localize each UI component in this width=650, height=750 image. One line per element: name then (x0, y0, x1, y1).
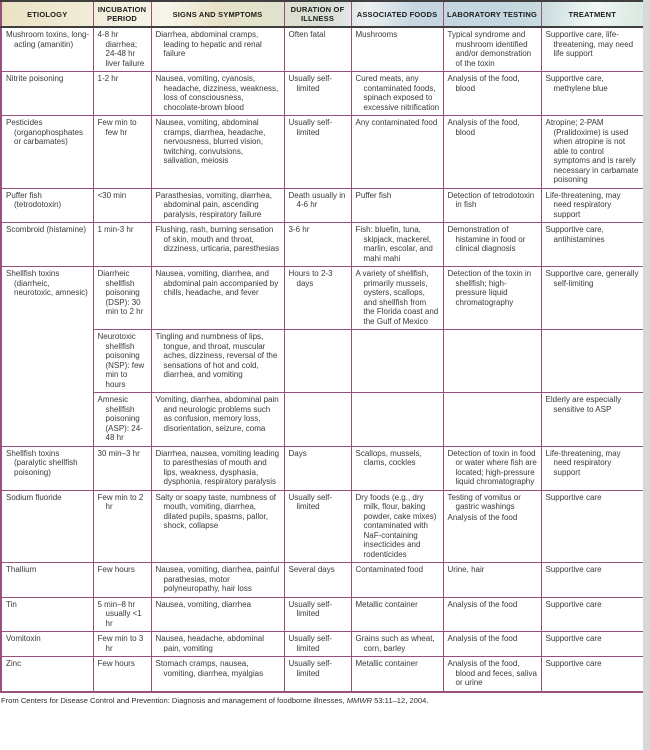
table-row (1, 188, 644, 223)
table-cell: Thallium (1, 563, 93, 598)
table-cell: Nitrite poisoning (1, 72, 93, 116)
header-row (1, 1, 644, 27)
footnote-journal: MMWR (346, 695, 373, 705)
table-cell: Supportive care (541, 632, 644, 657)
table-cell: Scallops, mussels, clams, cockles (351, 446, 443, 490)
table-cell: Detection of tetrodotoxin in fish (443, 188, 541, 223)
table-cell (443, 393, 541, 447)
table-cell: 30 min–3 hr (93, 446, 151, 490)
table-cell: Flushing, rash, burning sensation of skin, mouth and throat, dizziness, urticaria, paresthesias (151, 223, 284, 267)
table-cell: Few min to few hr (93, 116, 151, 189)
table-row (1, 446, 644, 490)
table-cell: Pesticides (organophosphates or carbamates) (1, 116, 93, 189)
table-cell: Few min to 3 hr (93, 632, 151, 657)
table-row (1, 267, 644, 330)
table-cell: 4-8 hr diarrhea; 24-48 hr liver failure (93, 27, 151, 72)
table-cell: Usually self-limited (284, 632, 351, 657)
table-cell: Parasthesias, vomiting, diarrhea, abdominal pain, ascending paralysis, respiratory failure (151, 188, 284, 223)
column-header-2: SIGNS AND SYMPTOMS (151, 1, 284, 27)
table-cell: Shellfish toxins (paralytic shellfish poisoning) (1, 446, 93, 490)
table-cell: Days (284, 446, 351, 490)
table-cell: Detection of toxin in food or water where fish are located; high-pressure liquid chromatography (443, 446, 541, 490)
table-cell: Any contaminated food (351, 116, 443, 189)
table-cell: Analysis of the food, blood (443, 116, 541, 189)
table-cell: Mushrooms (351, 27, 443, 72)
footnote-suffix: 53:11–12, 2004. (372, 695, 429, 705)
column-header-0: ETIOLOGY (1, 1, 93, 27)
column-header-3: DURATION OF ILLNESS (284, 1, 351, 27)
table-cell: Few min to 2 hr (93, 490, 151, 563)
table-cell: 5 min–8 hr usually <1 hr (93, 597, 151, 632)
table-cell: Fish: bluefin, tuna, skipjack, mackerel, marlin, escolar, and mahi mahi (351, 223, 443, 267)
table-cell (351, 393, 443, 447)
table-cell: Nausea, vomiting, diarrhea, and abdominal pain accompanied by chills, headache, and fever (151, 267, 284, 330)
table-cell: Diarrhea, abdominal cramps, leading to hepatic and renal failure (151, 27, 284, 72)
table-cell: Life-threatening, may need respiratory support (541, 446, 644, 490)
table-cell: Elderly are especially sensitive to ASP (541, 393, 644, 447)
table-cell: Supportive care, methylene blue (541, 72, 644, 116)
table-cell: Death usually in 4-6 hr (284, 188, 351, 223)
table-cell: Nausea, headache, abdominal pain, vomiting (151, 632, 284, 657)
table-cell: Usually self-limited (284, 490, 351, 563)
table-cell: Stomach cramps, nausea, vomiting, diarrhea, myalgias (151, 657, 284, 692)
table-cell: Usually self-limited (284, 657, 351, 692)
table-cell: Usually self-limited (284, 597, 351, 632)
table-row (1, 657, 644, 692)
table-row (1, 563, 644, 598)
table-cell: Metallic container (351, 657, 443, 692)
table-cell (541, 330, 644, 393)
table-cell: Salty or soapy taste, numbness of mouth, vomiting, diarrhea, dilated pupils, spasms, pallor, shock, collapse (151, 490, 284, 563)
table-cell: Often fatal (284, 27, 351, 72)
table-cell: Supportive care (541, 563, 644, 598)
column-header-1: INCUBATION PERIOD (93, 1, 151, 27)
table-cell: Hours to 2-3 days (284, 267, 351, 330)
table-cell: Contaminated food (351, 563, 443, 598)
table-cell: Cured meats, any contaminated foods, spinach exposed to excessive nitrification (351, 72, 443, 116)
table-cell (443, 330, 541, 393)
table-cell: Supportive care (541, 657, 644, 692)
table-cell: Life-threatening, may need respiratory support (541, 188, 644, 223)
table-cell: A variety of shellfish, primarily mussels, oysters, scallops, and shellfish from the Florida coast and the Gulf of Mexico (351, 267, 443, 330)
table-cell: 3-6 hr (284, 223, 351, 267)
column-header-5: LABORATORY TESTING (443, 1, 541, 27)
table-cell (284, 393, 351, 447)
table-cell: Usually self-limited (284, 116, 351, 189)
table-cell: Metallic container (351, 597, 443, 632)
table-cell: Grains such as wheat, corn, barley (351, 632, 443, 657)
scan-edge (643, 0, 650, 750)
table-cell: Typical syndrome and mushroom identified and/or demonstration of the toxin (443, 27, 541, 72)
table-cell: Zinc (1, 657, 93, 692)
table-cell: Supportive care, generally self-limiting (541, 267, 644, 330)
column-header-4: ASSOCIATED FOODS (351, 1, 443, 27)
table-cell: Usually self-limited (284, 72, 351, 116)
table-cell: Nausea, vomiting, diarrhea, painful parathesias, motor polyneuropathy, hair loss (151, 563, 284, 598)
table-cell: Shellfish toxins (diarrheic, neurotoxic, amnesic) (1, 267, 93, 447)
table-row (1, 490, 644, 563)
table-cell: Vomiting, diarrhea, abdominal pain and neurologic problems such as confusion, memory loss, disorientation, seizure, coma (151, 393, 284, 447)
table-cell: Scombroid (histamine) (1, 223, 93, 267)
table-row (1, 27, 644, 72)
table-header (1, 1, 644, 27)
table-cell: Demonstration of histamine in food or clinical diagnosis (443, 223, 541, 267)
table-cell: Atropine; 2-PAM (Pralidoxime) is used when atropine is not able to control symptoms and is rarely necessary in carbamate poisoning (541, 116, 644, 189)
table-cell: Analysis of the food (443, 597, 541, 632)
table-cell: Nausea, vomiting, cyanosis, headache, dizziness, weakness, loss of consciousness, chocolate-brown blood (151, 72, 284, 116)
table-row (1, 72, 644, 116)
table-row (1, 116, 644, 189)
table-body (1, 27, 644, 692)
table-cell: Detection of the toxin in shellfish; high-pressure liquid chromatography (443, 267, 541, 330)
table-cell: 1 min-3 hr (93, 223, 151, 267)
source-footnote (0, 693, 650, 705)
column-header-6: TREATMENT (541, 1, 644, 27)
table-cell: Amnesic shellfish poisoning (ASP): 24-48 hr (93, 393, 151, 447)
table-cell: Supportive care (541, 597, 644, 632)
table-cell: Dry foods (e.g., dry milk, flour, baking powder, cake mixes) contaminated with NaF-containing insecticides and rodenticides (351, 490, 443, 563)
table-cell: Supportive care, antihistamines (541, 223, 644, 267)
table-cell: Analysis of the food (443, 632, 541, 657)
table-cell: Few hours (93, 657, 151, 692)
table-cell: Sodium fluoride (1, 490, 93, 563)
table-cell: Nausea, vomiting, diarrhea (151, 597, 284, 632)
table-row (1, 632, 644, 657)
table-cell: Several days (284, 563, 351, 598)
table-row (1, 223, 644, 267)
table-cell: Analysis of the food, blood and feces, saliva or urine (443, 657, 541, 692)
table-cell: Nausea, vomiting, abdominal cramps, diarrhea, headache, nervousness, blurred vision, twitching, convulsions, salivation, meiosis (151, 116, 284, 189)
table-cell: Urine, hair (443, 563, 541, 598)
table-cell: Vomitoxin (1, 632, 93, 657)
table-cell: <30 min (93, 188, 151, 223)
table-row (1, 597, 644, 632)
table-row (1, 330, 644, 393)
table-cell: Few hours (93, 563, 151, 598)
table-cell: Supportive care (541, 490, 644, 563)
table-cell: Tingling and numbness of lips, tongue, and throat, muscular aches, dizziness, reversal of the sensations of hot and cold, diarrhea, and vomiting (151, 330, 284, 393)
table-cell: Tin (1, 597, 93, 632)
table-cell: Testing of vomitus or gastric washings Analysis of the food (443, 490, 541, 563)
table-cell (351, 330, 443, 393)
table-cell: Supportive care, life-threatening, may need life support (541, 27, 644, 72)
table-cell: Puffer fish (tetrodotoxin) (1, 188, 93, 223)
table-row (1, 393, 644, 447)
table-cell: Neurotoxic shellfish poisoning (NSP): few min to hours (93, 330, 151, 393)
table-cell: Diarrhea, nausea, vomiting leading to paresthesias of mouth and lips, weakness, dysphasia, dysphonia, respiratory paralysis (151, 446, 284, 490)
table-cell: Diarrheic shellfish poisoning (DSP): 30 min to 2 hr (93, 267, 151, 330)
table-cell: Analysis of the food, blood (443, 72, 541, 116)
table-cell: Mushroom toxins, long-acting (amanitin) (1, 27, 93, 72)
table-cell (284, 330, 351, 393)
table-cell: Puffer fish (351, 188, 443, 223)
footnote-prefix: From Centers for Disease Control and Prevention: Diagnosis and management of foodborne illnesses, (1, 695, 347, 705)
table-cell: 1-2 hr (93, 72, 151, 116)
